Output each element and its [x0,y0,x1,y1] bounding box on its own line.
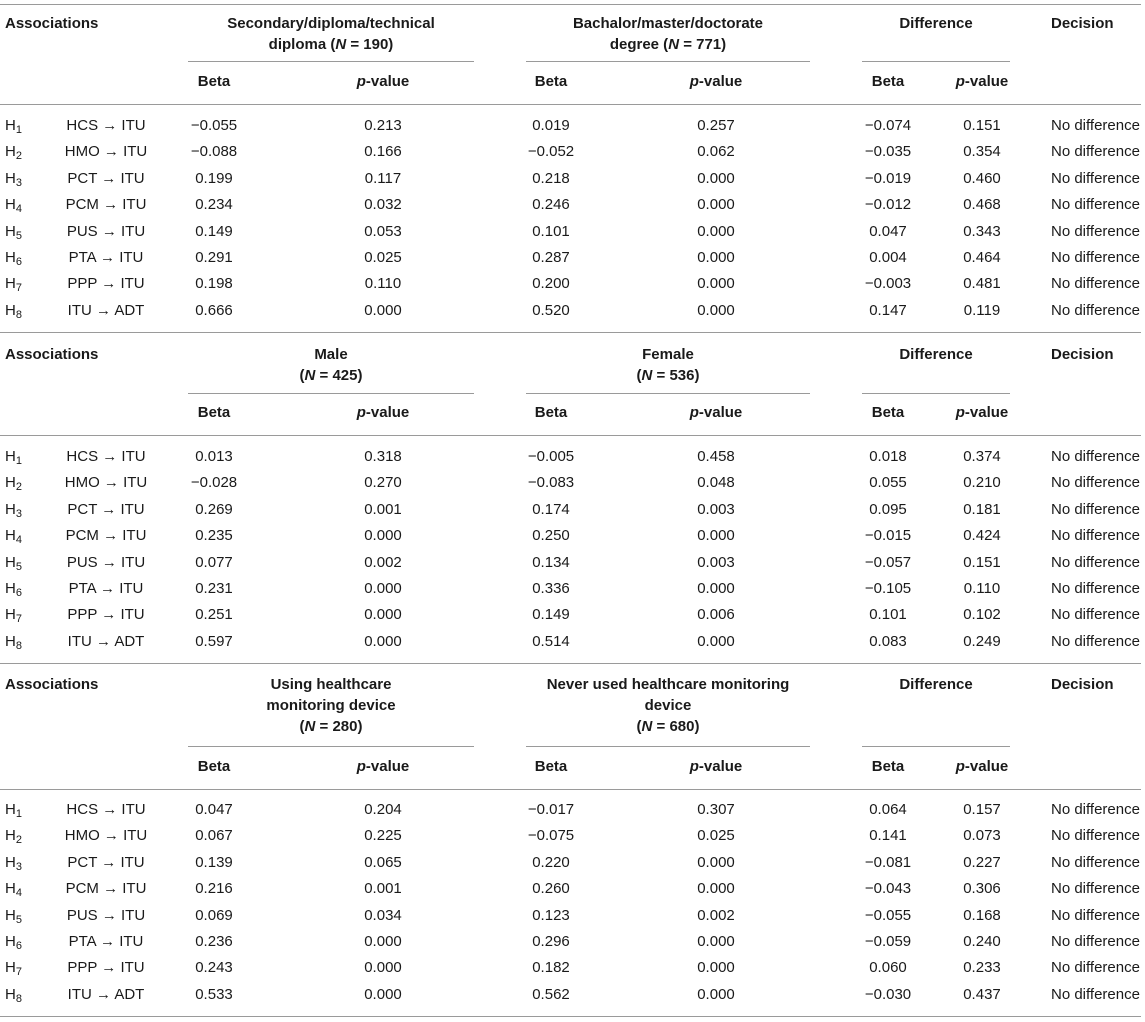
group2-header: device [644,697,692,714]
beta-cell: 0.216 [195,880,233,897]
path-cell: PCM → ITU [65,527,147,544]
hypothesis-label: $H_5$ [5,907,22,926]
beta-cell: 0.019 [532,117,570,134]
decision-cell: No difference [1051,959,1140,976]
beta-header: Beta [197,404,231,421]
difference-beta-cell: 0.004 [869,249,907,266]
difference-beta-cell: −0.035 [864,143,912,160]
p-value-cell: 0.458 [697,448,735,465]
difference-p-value-cell: 0.249 [963,633,1001,650]
hypothesis-label: $H_8$ [5,986,22,1005]
decision-cell: No difference [1051,249,1140,266]
group1-header: (N = 280) [299,718,363,735]
difference-beta-cell: −0.074 [864,117,912,134]
beta-cell: 0.134 [532,554,570,571]
hypothesis-label: $H_1$ [5,448,22,467]
p-value-cell: 0.270 [364,474,402,491]
difference-p-value-cell: 0.210 [963,474,1001,491]
beta-cell: −0.052 [527,143,575,160]
difference-beta-cell: 0.141 [869,827,907,844]
beta-cell: 0.296 [532,933,570,950]
difference-beta-cell: 0.047 [869,223,907,240]
decision-header: Decision [1051,346,1114,363]
beta-cell: 0.149 [532,606,570,623]
beta-cell: 0.067 [195,827,233,844]
decision-cell: No difference [1051,880,1140,897]
beta-cell: −0.088 [190,143,238,160]
hypothesis-label: $H_2$ [5,143,22,162]
hypothesis-label: $H_4$ [5,196,22,215]
p-value-cell: 0.000 [364,302,402,319]
p-value-cell: 0.000 [364,580,402,597]
difference-beta-cell: 0.064 [869,801,907,818]
p-value-cell: 0.003 [697,501,735,518]
p-value-cell: 0.000 [697,854,735,871]
p-value-cell: 0.000 [697,302,735,319]
hypothesis-label: $H_3$ [5,854,22,873]
beta-cell: 0.220 [532,854,570,871]
beta-cell: −0.083 [527,474,575,491]
beta-cell: 0.260 [532,880,570,897]
p-value-cell: 0.000 [364,933,402,950]
difference-p-value-cell: 0.073 [963,827,1001,844]
difference-beta-cell: 0.055 [869,474,907,491]
path-cell: PTA → ITU [68,580,144,597]
difference-beta-cell: 0.018 [869,448,907,465]
decision-cell: No difference [1051,117,1140,134]
difference-p-value-cell: 0.227 [963,854,1001,871]
difference-beta-cell: −0.003 [864,275,912,292]
group2-header: (N = 680) [636,718,700,735]
p-value-cell: 0.000 [697,170,735,187]
beta-header: Beta [871,758,905,775]
decision-cell: No difference [1051,501,1140,518]
p-value-cell: 0.065 [364,854,402,871]
path-cell: HMO → ITU [64,474,148,491]
p-value-header: p-value [955,73,1009,90]
p-value-cell: 0.225 [364,827,402,844]
difference-beta-cell: 0.083 [869,633,907,650]
beta-cell: −0.017 [527,801,575,818]
difference-p-value-cell: 0.102 [963,606,1001,623]
decision-cell: No difference [1051,986,1140,1003]
difference-p-value-cell: 0.240 [963,933,1001,950]
beta-cell: 0.235 [195,527,233,544]
beta-cell: 0.013 [195,448,233,465]
difference-p-value-cell: 0.460 [963,170,1001,187]
p-value-cell: 0.002 [697,907,735,924]
decision-cell: No difference [1051,606,1140,623]
path-cell: PUS → ITU [66,223,146,240]
path-cell: HMO → ITU [64,143,148,160]
hypothesis-label: $H_5$ [5,554,22,573]
hypothesis-label: $H_2$ [5,827,22,846]
group1-header: Secondary/diploma/technical [227,15,435,32]
difference-p-value-cell: 0.481 [963,275,1001,292]
difference-beta-cell: −0.059 [864,933,912,950]
hypothesis-label: $H_7$ [5,275,22,294]
hypothesis-label: $H_7$ [5,606,22,625]
difference-beta-cell: −0.019 [864,170,912,187]
p-value-cell: 0.048 [697,474,735,491]
p-value-cell: 0.000 [697,275,735,292]
group2-header: Never used healthcare monitoring [546,676,790,693]
p-value-header: p-value [689,73,743,90]
p-value-header: p-value [955,404,1009,421]
hypothesis-label: $H_5$ [5,223,22,242]
p-value-cell: 0.000 [697,527,735,544]
p-value-cell: 0.000 [697,580,735,597]
p-value-cell: 0.000 [697,223,735,240]
difference-header: Difference [899,676,973,693]
decision-cell: No difference [1051,633,1140,650]
difference-p-value-cell: 0.151 [963,554,1001,571]
beta-cell: 0.199 [195,170,233,187]
p-value-cell: 0.318 [364,448,402,465]
beta-cell: 0.291 [195,249,233,266]
beta-cell: 0.236 [195,933,233,950]
hypothesis-label: $H_6$ [5,249,22,268]
p-value-cell: 0.000 [364,959,402,976]
p-value-cell: 0.000 [697,986,735,1003]
hypothesis-label: $H_3$ [5,501,22,520]
difference-beta-cell: −0.081 [864,854,912,871]
beta-cell: 0.666 [195,302,233,319]
beta-cell: 0.269 [195,501,233,518]
group1-underline [188,61,474,62]
beta-cell: 0.514 [532,633,570,650]
group1-header: (N = 425) [299,367,363,384]
path-cell: PPP → ITU [67,275,145,292]
path-cell: ITU → ADT [67,633,145,650]
decision-cell: No difference [1051,223,1140,240]
path-cell: PPP → ITU [67,606,145,623]
group1-header: Male [314,346,348,363]
p-value-cell: 0.002 [364,554,402,571]
p-value-header: p-value [955,758,1009,775]
path-cell: HMO → ITU [64,827,148,844]
associations-header: Associations [5,346,99,363]
hypothesis-label: $H_1$ [5,117,22,136]
difference-p-value-cell: 0.181 [963,501,1001,518]
beta-header: Beta [197,73,231,90]
beta-cell: 0.246 [532,196,570,213]
p-value-cell: 0.000 [364,527,402,544]
p-value-cell: 0.000 [364,986,402,1003]
path-cell: PCM → ITU [65,196,147,213]
group1-header: diploma (N = 190) [268,36,394,53]
p-value-cell: 0.000 [697,249,735,266]
decision-cell: No difference [1051,527,1140,544]
p-value-cell: 0.000 [697,633,735,650]
difference-beta-cell: −0.055 [864,907,912,924]
path-cell: ITU → ADT [67,986,145,1003]
p-value-cell: 0.213 [364,117,402,134]
beta-cell: 0.231 [195,580,233,597]
difference-p-value-cell: 0.110 [963,580,1001,597]
difference-beta-cell: −0.030 [864,986,912,1003]
group1-underline [188,393,474,394]
beta-cell: 0.198 [195,275,233,292]
p-value-cell: 0.000 [364,606,402,623]
path-cell: HCS → ITU [66,801,146,818]
decision-header: Decision [1051,676,1114,693]
group2-underline [526,61,810,62]
decision-cell: No difference [1051,933,1140,950]
section-end-rule [0,1016,1141,1017]
difference-header: Difference [899,346,973,363]
path-cell: PCT → ITU [67,501,145,518]
difference-p-value-cell: 0.233 [963,959,1001,976]
p-value-cell: 0.003 [697,554,735,571]
difference-p-value-cell: 0.343 [963,223,1001,240]
beta-cell: −0.075 [527,827,575,844]
difference-beta-cell: 0.060 [869,959,907,976]
path-cell: PTA → ITU [68,933,144,950]
hypothesis-label: $H_6$ [5,580,22,599]
p-value-cell: 0.034 [364,907,402,924]
group2-header: Bachalor/master/doctorate [572,15,764,32]
p-value-cell: 0.000 [697,959,735,976]
beta-header: Beta [534,758,568,775]
header-rule [0,104,1141,105]
decision-cell: No difference [1051,196,1140,213]
beta-cell: 0.139 [195,854,233,871]
decision-cell: No difference [1051,474,1140,491]
difference-p-value-cell: 0.424 [963,527,1001,544]
beta-header: Beta [534,404,568,421]
beta-cell: −0.055 [190,117,238,134]
group2-underline [526,746,810,747]
group1-underline [188,746,474,747]
group2-header: (N = 536) [636,367,700,384]
decision-cell: No difference [1051,448,1140,465]
difference-p-value-cell: 0.464 [963,249,1001,266]
path-cell: PCT → ITU [67,170,145,187]
beta-cell: 0.243 [195,959,233,976]
decision-cell: No difference [1051,143,1140,160]
associations-header: Associations [5,15,99,32]
beta-cell: 0.077 [195,554,233,571]
beta-cell: 0.182 [532,959,570,976]
difference-p-value-cell: 0.437 [963,986,1001,1003]
beta-cell: 0.562 [532,986,570,1003]
difference-header: Difference [899,15,973,32]
difference-beta-cell: −0.057 [864,554,912,571]
difference-p-value-cell: 0.374 [963,448,1001,465]
difference-p-value-cell: 0.354 [963,143,1001,160]
path-cell: PPP → ITU [67,959,145,976]
p-value-header: p-value [689,758,743,775]
p-value-cell: 0.166 [364,143,402,160]
difference-beta-cell: −0.043 [864,880,912,897]
p-value-cell: 0.204 [364,801,402,818]
difference-beta-cell: −0.105 [864,580,912,597]
p-value-cell: 0.307 [697,801,735,818]
difference-p-value-cell: 0.157 [963,801,1001,818]
hypothesis-label: $H_3$ [5,170,22,189]
p-value-cell: 0.000 [364,633,402,650]
difference-p-value-cell: 0.168 [963,907,1001,924]
p-value-cell: 0.053 [364,223,402,240]
group2-header: degree (N = 771) [609,36,727,53]
difference-p-value-cell: 0.119 [963,302,1001,319]
path-cell: PCM → ITU [65,880,147,897]
decision-cell: No difference [1051,827,1140,844]
beta-cell: 0.200 [532,275,570,292]
p-value-cell: 0.117 [364,170,402,187]
p-value-cell: 0.110 [364,275,402,292]
beta-header: Beta [871,404,905,421]
beta-header: Beta [197,758,231,775]
beta-cell: 0.123 [532,907,570,924]
difference-underline [862,746,1010,747]
beta-cell: 0.287 [532,249,570,266]
path-cell: PUS → ITU [66,554,146,571]
beta-cell: 0.101 [532,223,570,240]
section-end-rule [0,332,1141,333]
hypothesis-label: $H_4$ [5,880,22,899]
difference-beta-cell: 0.095 [869,501,907,518]
path-cell: PTA → ITU [68,249,144,266]
decision-cell: No difference [1051,801,1140,818]
p-value-cell: 0.257 [697,117,735,134]
table-top-rule [0,4,1141,5]
path-cell: ITU → ADT [67,302,145,319]
decision-cell: No difference [1051,170,1140,187]
decision-cell: No difference [1051,554,1140,571]
p-value-cell: 0.001 [364,501,402,518]
p-value-cell: 0.000 [697,880,735,897]
beta-cell: 0.251 [195,606,233,623]
p-value-header: p-value [689,404,743,421]
difference-p-value-cell: 0.306 [963,880,1001,897]
beta-cell: 0.047 [195,801,233,818]
difference-beta-cell: −0.015 [864,527,912,544]
decision-cell: No difference [1051,907,1140,924]
p-value-header: p-value [356,73,410,90]
header-rule [0,789,1141,790]
p-value-cell: 0.025 [697,827,735,844]
beta-cell: −0.028 [190,474,238,491]
difference-p-value-cell: 0.468 [963,196,1001,213]
decision-cell: No difference [1051,580,1140,597]
hypothesis-label: $H_7$ [5,959,22,978]
path-cell: HCS → ITU [66,117,146,134]
beta-cell: −0.005 [527,448,575,465]
p-value-cell: 0.000 [697,933,735,950]
p-value-header: p-value [356,758,410,775]
beta-cell: 0.250 [532,527,570,544]
beta-cell: 0.069 [195,907,233,924]
p-value-header: p-value [356,404,410,421]
p-value-cell: 0.006 [697,606,735,623]
path-cell: HCS → ITU [66,448,146,465]
hypothesis-label: $H_8$ [5,302,22,321]
beta-cell: 0.336 [532,580,570,597]
beta-cell: 0.149 [195,223,233,240]
difference-underline [862,393,1010,394]
section-end-rule [0,663,1141,664]
decision-header: Decision [1051,15,1114,32]
decision-cell: No difference [1051,302,1140,319]
difference-underline [862,61,1010,62]
decision-cell: No difference [1051,854,1140,871]
beta-cell: 0.533 [195,986,233,1003]
associations-header: Associations [5,676,99,693]
beta-cell: 0.520 [532,302,570,319]
p-value-cell: 0.000 [697,196,735,213]
hypothesis-label: $H_6$ [5,933,22,952]
beta-header: Beta [871,73,905,90]
difference-beta-cell: −0.012 [864,196,912,213]
difference-beta-cell: 0.147 [869,302,907,319]
path-cell: PCT → ITU [67,854,145,871]
beta-header: Beta [534,73,568,90]
group2-header: Female [642,346,694,363]
p-value-cell: 0.062 [697,143,735,160]
beta-cell: 0.234 [195,196,233,213]
beta-cell: 0.218 [532,170,570,187]
header-rule [0,435,1141,436]
difference-beta-cell: 0.101 [869,606,907,623]
p-value-cell: 0.001 [364,880,402,897]
p-value-cell: 0.032 [364,196,402,213]
hypothesis-label: $H_1$ [5,801,22,820]
hypothesis-label: $H_8$ [5,633,22,652]
hypothesis-label: $H_4$ [5,527,22,546]
decision-cell: No difference [1051,275,1140,292]
beta-cell: 0.174 [532,501,570,518]
p-value-cell: 0.025 [364,249,402,266]
difference-p-value-cell: 0.151 [963,117,1001,134]
group2-underline [526,393,810,394]
group1-header: monitoring device [266,697,396,714]
group1-header: Using healthcare [270,676,392,693]
hypothesis-label: $H_2$ [5,474,22,493]
beta-cell: 0.597 [195,633,233,650]
path-cell: PUS → ITU [66,907,146,924]
